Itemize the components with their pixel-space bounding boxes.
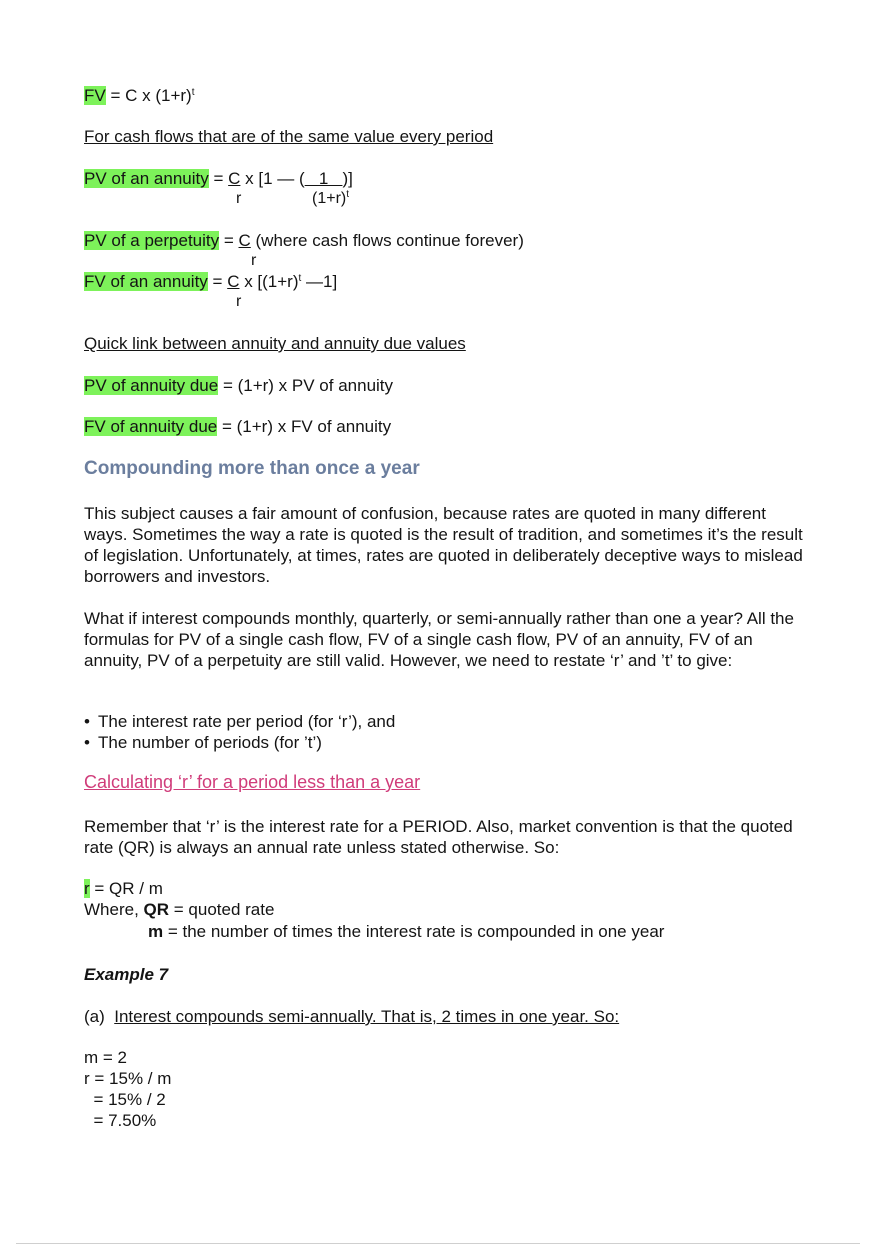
fv-formula-text: = C x (1+r): [105, 86, 192, 105]
fv-exponent: t: [191, 87, 195, 98]
quick-link-heading: Quick link between annuity and annuity due values: [84, 334, 466, 353]
bullet-item: [84, 711, 395, 732]
example-line: m = 2: [84, 1048, 127, 1067]
fv-annuity-r-denominator: r: [236, 293, 242, 310]
example-line: r = 15% / m: [84, 1069, 172, 1088]
page-bottom-divider: [16, 1243, 860, 1244]
fv-label: FV: [84, 86, 106, 105]
example-part-a: [84, 1006, 619, 1027]
part-a-text: Interest compounds semi-annually. That is, 2 times in one year. So:: [114, 1007, 620, 1026]
m-definition-line: [148, 921, 664, 942]
fv-annuity-due-label: FV of annuity due: [84, 417, 218, 436]
fv-formula: [84, 85, 194, 106]
pv-perpetuity-r-denominator: r: [251, 252, 257, 269]
part-a-prefix: (a): [84, 1007, 115, 1026]
equals-sign: =: [207, 272, 228, 291]
pv-annuity-numerator-c: C: [228, 169, 241, 188]
example-line: = 15% / 2: [84, 1090, 166, 1109]
pv-annuity-formula: [84, 168, 353, 189]
pv-annuity-end: )]: [342, 169, 353, 188]
m-definition: = the number of times the interest rate is compounded in one year: [163, 922, 665, 941]
fv-annuity-end: —1]: [301, 272, 338, 291]
section-heading: Compounding more than once a year: [84, 458, 420, 479]
pv-perpetuity-rest: (where cash flows continue forever): [250, 231, 524, 250]
fv-annuity-due-formula: [84, 416, 391, 437]
pv-annuity-mid: x [1 — (: [240, 169, 305, 188]
bullet-dot: •: [84, 712, 90, 731]
same-value-heading: For cash flows that are of the same value every period: [84, 127, 494, 146]
subsection-paragraph: Remember that ‘r’ is the interest rate for a PERIOD. Also, market convention is that the quoted rate (QR) is always an annual rate unless stated otherwise. So:: [84, 817, 793, 857]
r-formula: [84, 878, 163, 899]
pv-annuity-due-rest: = (1+r) x PV of annuity: [218, 376, 394, 395]
equals-sign: =: [208, 169, 229, 188]
fv-annuity-exp: t: [298, 273, 302, 284]
pv-annuity-r-denominator: r: [236, 190, 242, 207]
fv-annuity-c: C: [227, 272, 240, 291]
fv-annuity-rest: x [(1+r): [239, 272, 299, 291]
r-formula-rest: = QR / m: [89, 879, 163, 898]
pv-perpetuity-label: PV of a perpetuity: [84, 231, 220, 250]
qr-definition: = quoted rate: [169, 900, 275, 919]
pv-annuity-one: 1: [304, 169, 343, 188]
bullet-text: The number of periods (for ’t’): [98, 733, 322, 752]
where-line: [84, 899, 274, 920]
example-line: = 7.50%: [84, 1111, 157, 1130]
pv-annuity-due-formula: [84, 375, 393, 396]
subsection-heading: Calculating ‘r’ for a period less than a year: [84, 772, 421, 792]
pv-annuity-label: PV of an annuity: [84, 169, 209, 188]
m-term: m: [148, 922, 164, 941]
pv-annuity-inner-denominator: [312, 190, 349, 208]
where-prefix: Where,: [84, 900, 144, 919]
pv-annuity-denom-exp: t: [346, 189, 350, 200]
pv-perpetuity-c: C: [238, 231, 251, 250]
fv-annuity-due-rest: = (1+r) x FV of annuity: [217, 417, 392, 436]
bullet-item: [84, 732, 322, 753]
section-paragraph-2: What if interest compounds monthly, quarterly, or semi-annually rather than one a year? All the formulas for PV of a single cash flow, FV of a single cash flow, PV of an annuity, FV of an annuity, PV of a perpetuity are still valid. However, we need to restate ‘r’ and ’t’ to give:: [84, 609, 794, 670]
example-title: Example 7: [84, 965, 169, 984]
equals-sign: =: [219, 231, 239, 250]
section-paragraph-1: This subject causes a fair amount of confusion, because rates are quoted in many different ways. Sometimes the way a rate is quoted is the result of tradition, and sometimes it’s the result of legislation. Unfortunately, at times, rates are quoted in deliberately deceptive ways to mislead borrowers and investors.: [84, 504, 803, 586]
qr-term: QR: [143, 900, 170, 919]
bullet-text: The interest rate per period (for ‘r’), and: [98, 712, 396, 731]
fv-annuity-formula: [84, 271, 337, 292]
r-label: r: [84, 879, 90, 898]
pv-annuity-due-label: PV of annuity due: [84, 376, 219, 395]
pv-annuity-denom-text: (1+r): [312, 190, 347, 207]
pv-perpetuity-formula: [84, 230, 524, 251]
bullet-dot: •: [84, 733, 90, 752]
fv-annuity-label: FV of an annuity: [84, 272, 208, 291]
